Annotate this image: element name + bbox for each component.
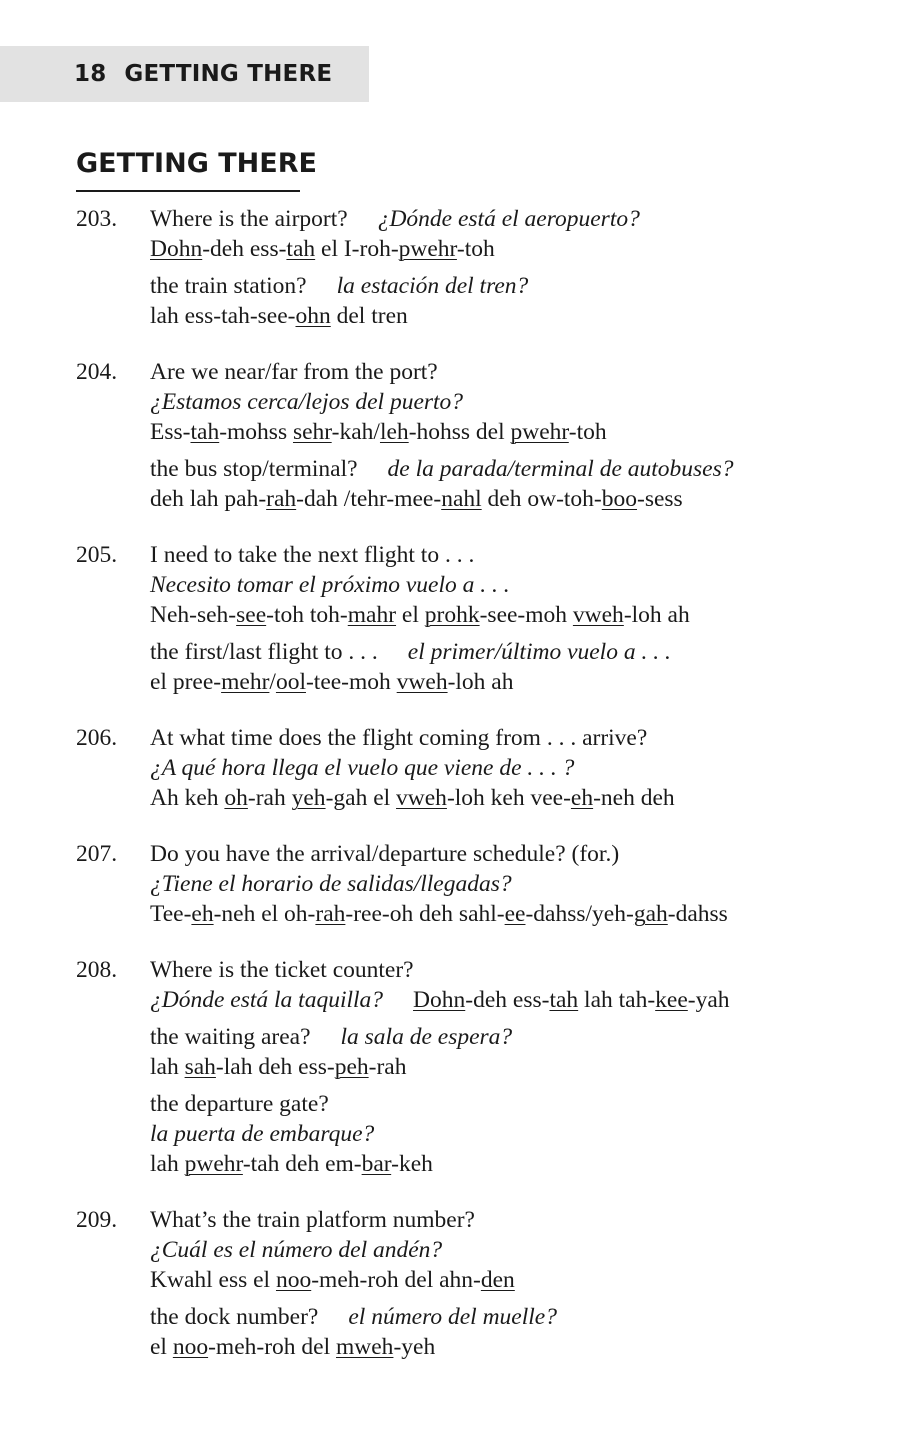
- spanish-phrase: ¿A qué hora llega el vuelo que viene de . . . ?: [150, 755, 575, 781]
- stressed-syllable: oh: [224, 785, 248, 811]
- stressed-syllable: mweh: [336, 1334, 394, 1360]
- english-phrase: At what time does the flight coming from . . . arrive?: [150, 725, 648, 751]
- phrase-entry: [76, 723, 856, 813]
- phrase-variant: [150, 1302, 856, 1362]
- phrase-line: [150, 271, 856, 301]
- spanish-phrase: ¿Dónde está el aeropuerto?: [377, 206, 640, 232]
- english-phrase: Where is the airport?: [150, 206, 348, 232]
- english-phrase: Are we near/far from the port?: [150, 359, 438, 385]
- stressed-syllable: sehr: [292, 419, 332, 445]
- stressed-syllable: eh: [570, 785, 594, 811]
- phrase-entry: [76, 204, 856, 331]
- english-phrase: I need to take the next flight to . . .: [150, 542, 475, 568]
- pronunciation: lah ess-tah-see-ohn del tren: [150, 303, 408, 329]
- stressed-syllable: eh: [191, 901, 214, 927]
- stressed-syllable: tah: [549, 987, 579, 1013]
- stressed-syllable: prohk: [424, 602, 480, 628]
- running-header: [0, 46, 369, 102]
- phrase-variant: [150, 454, 856, 514]
- pronunciation: Ess-tah-mohss sehr-kah/leh-hohss del pwehr-toh: [150, 419, 607, 445]
- spanish-phrase: ¿Tiene el horario de salidas/llegadas?: [150, 871, 512, 897]
- english-phrase: the departure gate?: [150, 1091, 329, 1117]
- english-phrase: the first/last flight to . . .: [150, 639, 378, 665]
- stressed-syllable: vweh: [572, 602, 624, 628]
- english-phrase: the bus stop/terminal?: [150, 456, 358, 482]
- stressed-syllable: vweh: [396, 785, 447, 811]
- spanish-line-with-pronunciation: [150, 985, 856, 1015]
- phrase-number: 206.: [76, 725, 118, 751]
- phrase-number: 204.: [76, 359, 118, 385]
- phrase-variant: [150, 1089, 856, 1179]
- spanish-phrase: la sala de espera?: [340, 1024, 513, 1050]
- section-title: GETTING THERE: [76, 148, 317, 179]
- spanish-phrase: Necesito tomar el próximo vuelo a . . .: [150, 572, 510, 598]
- spanish-phrase: ¿Estamos cerca/lejos del puerto?: [150, 389, 464, 415]
- stressed-syllable: gah: [633, 901, 668, 927]
- pronunciation: Ah keh oh-rah yeh-gah el vweh-loh keh vee-eh-neh deh: [150, 785, 675, 811]
- english-phrase: Where is the ticket counter?: [150, 957, 414, 983]
- stressed-syllable: Dohn: [150, 236, 203, 262]
- stressed-syllable: kee: [655, 987, 688, 1013]
- spanish-phrase: el primer/último vuelo a . . .: [407, 639, 671, 665]
- phrase-line: [150, 204, 856, 234]
- phrase-entry: [76, 839, 856, 929]
- english-phrase: the dock number?: [150, 1304, 319, 1330]
- stressed-syllable: sah: [184, 1054, 216, 1080]
- phrase-number: 207.: [76, 841, 118, 867]
- pronunciation: el noo-meh-roh del mweh-yeh: [150, 1334, 436, 1360]
- phrase-entry: [76, 540, 856, 697]
- stressed-syllable: leh: [379, 419, 409, 445]
- stressed-syllable: mahr: [347, 602, 397, 628]
- phrase-list: [76, 204, 856, 1388]
- phrase-number: 208.: [76, 957, 118, 983]
- phrase-variant: [150, 271, 856, 331]
- phrase-entry: [76, 955, 856, 1179]
- phrase-entry: [76, 357, 856, 514]
- stressed-syllable: see: [236, 602, 267, 628]
- stressed-syllable: peh: [334, 1054, 369, 1080]
- stressed-syllable: ool: [275, 669, 306, 695]
- stressed-syllable: boo: [601, 486, 638, 512]
- pronunciation: Dohn-deh ess-tah lah tah-kee-yah: [413, 987, 730, 1013]
- phrase-line: [150, 1302, 856, 1332]
- spanish-phrase: ¿Cuál es el número del andén?: [150, 1237, 443, 1263]
- pronunciation: Kwahl ess el noo-meh-roh del ahn-den: [150, 1267, 515, 1293]
- stressed-syllable: ohn: [295, 303, 331, 329]
- stressed-syllable: tah: [286, 236, 316, 262]
- phrase-variant: [150, 637, 856, 697]
- pronunciation: deh lah pah-rah-dah /tehr-mee-nahl deh ow-toh-boo-sess: [150, 486, 683, 512]
- stressed-syllable: rah: [266, 486, 297, 512]
- pronunciation: lah pwehr-tah deh em-bar-keh: [150, 1151, 433, 1177]
- english-phrase: What’s the train platform number?: [150, 1207, 475, 1233]
- phrase-entry: [76, 1205, 856, 1362]
- section-title-underline: [76, 190, 300, 192]
- pronunciation: Neh-seh-see-toh toh-mahr el prohk-see-moh vweh-loh ah: [150, 602, 690, 628]
- pronunciation: Tee-eh-neh el oh-rah-ree-oh deh sahl-ee-dahss/yeh-gah-dahss: [150, 901, 728, 927]
- stressed-syllable: noo: [275, 1267, 312, 1293]
- spanish-phrase: de la parada/terminal de autobuses?: [387, 456, 734, 482]
- stressed-syllable: yeh: [291, 785, 326, 811]
- stressed-syllable: tah: [190, 419, 220, 445]
- stressed-syllable: mehr: [221, 669, 270, 695]
- phrase-line: [150, 637, 856, 667]
- stressed-syllable: pwehr: [398, 236, 457, 262]
- spanish-phrase: el número del muelle?: [348, 1304, 557, 1330]
- phrase-number: 205.: [76, 542, 118, 568]
- stressed-syllable: noo: [172, 1334, 209, 1360]
- pronunciation: lah sah-lah deh ess-peh-rah: [150, 1054, 407, 1080]
- english-phrase: the waiting area?: [150, 1024, 311, 1050]
- english-phrase: the train station?: [150, 273, 307, 299]
- stressed-syllable: ee: [504, 901, 526, 927]
- page-number: 18: [74, 61, 107, 87]
- running-header-title: GETTING THERE: [124, 61, 333, 87]
- english-phrase: Do you have the arrival/departure schedule? (for.): [150, 841, 620, 867]
- stressed-syllable: pwehr: [510, 419, 569, 445]
- stressed-syllable: bar: [361, 1151, 392, 1177]
- stressed-syllable: nahl: [441, 486, 482, 512]
- stressed-syllable: rah: [315, 901, 346, 927]
- spanish-phrase: ¿Dónde está la taquilla?: [150, 987, 384, 1013]
- pronunciation: Dohn-deh ess-tah el I-roh-pwehr-toh: [150, 236, 495, 262]
- stressed-syllable: pwehr: [184, 1151, 243, 1177]
- phrase-line: [150, 1022, 856, 1052]
- pronunciation: el pree-mehr/ool-tee-moh vweh-loh ah: [150, 669, 514, 695]
- spanish-phrase: la estación del tren?: [336, 273, 529, 299]
- stressed-syllable: vweh: [396, 669, 448, 695]
- phrase-line: [150, 454, 856, 484]
- phrase-number: 209.: [76, 1207, 118, 1233]
- phrase-number: 203.: [76, 206, 118, 232]
- stressed-syllable: den: [480, 1267, 515, 1293]
- stressed-syllable: Dohn: [413, 987, 466, 1013]
- spanish-phrase: la puerta de embarque?: [150, 1121, 375, 1147]
- phrase-variant: [150, 1022, 856, 1082]
